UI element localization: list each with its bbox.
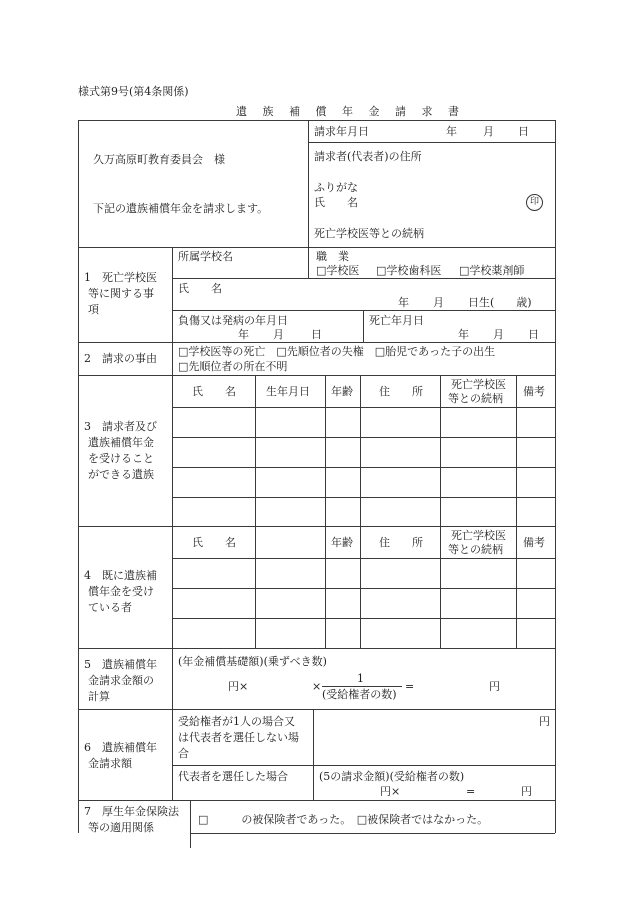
- pension-insurance-options[interactable]: □ の被保険者であった。 □被保険者ではなかった。: [198, 813, 489, 826]
- section3-label-line4: ができる遺族: [88, 468, 154, 481]
- rule: [308, 247, 309, 278]
- rule: [255, 375, 256, 526]
- col-remarks: 備考: [523, 385, 545, 398]
- col-relation-line1: 死亡学校医: [451, 529, 506, 542]
- single-case-label-line1: 受給権者が1人の場合又: [178, 715, 295, 728]
- injury-day: 日: [311, 328, 322, 341]
- section1-label-line2: 等に関する事: [88, 287, 154, 300]
- col-address: 住 所: [379, 385, 423, 398]
- rule: [78, 709, 555, 710]
- reason-options-line2[interactable]: □先順位者の所在不明: [178, 360, 288, 373]
- occupation-label: 職 業: [316, 250, 349, 263]
- furigana-label: ふりがな: [314, 181, 358, 194]
- rule: [78, 375, 555, 376]
- section3-label-line2: 遺族補償年金: [88, 436, 154, 449]
- table-top-border: [78, 120, 555, 121]
- formula-yen: 円: [489, 680, 500, 693]
- formula-equals: =: [405, 680, 415, 693]
- relation-label: 死亡学校医等との続柄: [314, 227, 424, 240]
- section6-label-line2: 金請求額: [88, 757, 132, 770]
- col-name: 氏 名: [192, 536, 236, 549]
- birth-year: 年: [398, 296, 409, 309]
- rep-formula-header: (5の請求金額)(受給権者の数): [319, 770, 465, 783]
- col-name: 氏 名: [192, 385, 236, 398]
- rule: [78, 648, 555, 649]
- col-age: 年齢: [331, 385, 353, 398]
- table-right-border: [555, 120, 556, 833]
- rep-case-label: 代表者を選任した場合: [178, 770, 288, 783]
- rule: [172, 467, 555, 468]
- rule: [78, 526, 555, 527]
- section4-label-line3: ている者: [88, 601, 132, 614]
- rule: [172, 437, 555, 438]
- rule: [190, 800, 191, 848]
- rule: [172, 618, 555, 619]
- occupation-school-dentist[interactable]: □学校歯科医: [376, 264, 442, 277]
- rep-yen-times: 円×: [380, 785, 401, 798]
- section7-label-line2: 等の適用関係: [88, 821, 154, 834]
- rule: [172, 407, 555, 408]
- addressee: 久万高原町教育委員会 様: [93, 153, 225, 166]
- formula-header: (年金補償基礎額)(乗ずべき数): [178, 655, 327, 668]
- rule: [360, 375, 361, 648]
- single-case-label-line2: は代表者を選任しない場: [178, 731, 299, 744]
- rule: [190, 833, 555, 834]
- death-year: 年: [458, 328, 469, 341]
- injury-year: 年: [238, 328, 249, 341]
- rule: [78, 247, 555, 248]
- rule: [78, 800, 555, 801]
- table-left-border: [78, 120, 79, 833]
- single-case-yen: 円: [539, 715, 550, 728]
- rep-equals: =: [466, 785, 476, 798]
- formula-times: ×: [312, 680, 322, 693]
- section5-label-line2: 金請求金額の: [88, 674, 154, 687]
- rule: [172, 765, 555, 766]
- rule: [516, 375, 517, 648]
- section3-label-line1: 3 請求者及び: [84, 420, 157, 433]
- rule: [308, 142, 555, 143]
- section4-label-line2: 償年金を受け: [88, 585, 154, 598]
- single-case-label-line3: 合: [178, 747, 189, 760]
- formula-yen-times: 円×: [228, 680, 249, 693]
- reason-options-line1[interactable]: □学校医等の死亡 □先順位者の失権 □胎児であった子の出生: [178, 345, 496, 358]
- injury-month: 月: [273, 328, 284, 341]
- col-remarks: 備考: [523, 536, 545, 549]
- col-relation-line2: 等との続柄: [448, 543, 503, 556]
- col-address: 住 所: [379, 536, 423, 549]
- section3-label-line3: を受けること: [88, 452, 154, 465]
- deceased-name-label: 氏 名: [178, 282, 222, 295]
- form-title: 遺 族 補 償 年 金 請 求 書: [236, 105, 465, 118]
- section4-label-line1: 4 既に遺族補: [84, 569, 157, 582]
- date-year: 年: [446, 125, 457, 138]
- rep-yen: 円: [521, 785, 532, 798]
- rule: [172, 558, 555, 559]
- rule: [308, 120, 309, 247]
- section5-label-line1: 5 遺族補償年: [84, 658, 157, 671]
- col-relation-line2: 等との続柄: [448, 392, 503, 405]
- col-age: 年齢: [331, 536, 353, 549]
- section1-label-line1: 1 死亡学校医: [84, 271, 157, 284]
- rule: [172, 497, 555, 498]
- injury-date-label: 負傷又は発病の年月日: [178, 314, 288, 327]
- col-birthdate: 生年月日: [266, 385, 310, 398]
- applicant-name-label: 氏 名: [314, 196, 358, 209]
- rule: [172, 588, 555, 589]
- rule: [440, 375, 441, 648]
- birth-month: 月: [433, 296, 444, 309]
- form-number: 様式第9号(第4条関係): [78, 85, 189, 98]
- death-date-label: 死亡年月日: [369, 314, 424, 327]
- request-date-label: 請求年月日: [314, 125, 369, 138]
- section7-label-line1: 7 厚生年金保険法: [84, 805, 179, 818]
- occupation-school-doctor[interactable]: □学校医: [316, 264, 360, 277]
- death-day: 日: [528, 328, 539, 341]
- request-text: 下記の遺族補償年金を請求します。: [93, 202, 269, 215]
- death-month: 月: [493, 328, 504, 341]
- occupation-school-pharmacist[interactable]: □学校薬剤師: [459, 264, 525, 277]
- fraction-bar: [322, 686, 402, 687]
- school-name-label: 所属学校名: [178, 250, 233, 263]
- rule: [325, 375, 326, 648]
- rule: [172, 247, 173, 800]
- rule: [78, 342, 555, 343]
- fraction-numerator: 1: [357, 672, 364, 685]
- rule: [363, 310, 364, 342]
- section1-label-line3: 項: [88, 303, 99, 316]
- section6-label-line1: 6 遺族補償年: [84, 741, 157, 754]
- rule: [172, 278, 555, 279]
- birth-day-age: 日生( 歳): [468, 296, 532, 309]
- section5-label-line3: 計算: [88, 690, 110, 703]
- fraction-denominator: (受給権者の数): [322, 688, 397, 701]
- date-day: 日: [518, 125, 529, 138]
- col-relation-line1: 死亡学校医: [451, 378, 506, 391]
- address-label: 請求者(代表者)の住所: [314, 150, 422, 163]
- rule: [313, 709, 314, 800]
- rule: [255, 526, 256, 648]
- seal-mark: 印: [526, 194, 543, 211]
- section2-label: 2 請求の事由: [84, 352, 157, 365]
- date-month: 月: [483, 125, 494, 138]
